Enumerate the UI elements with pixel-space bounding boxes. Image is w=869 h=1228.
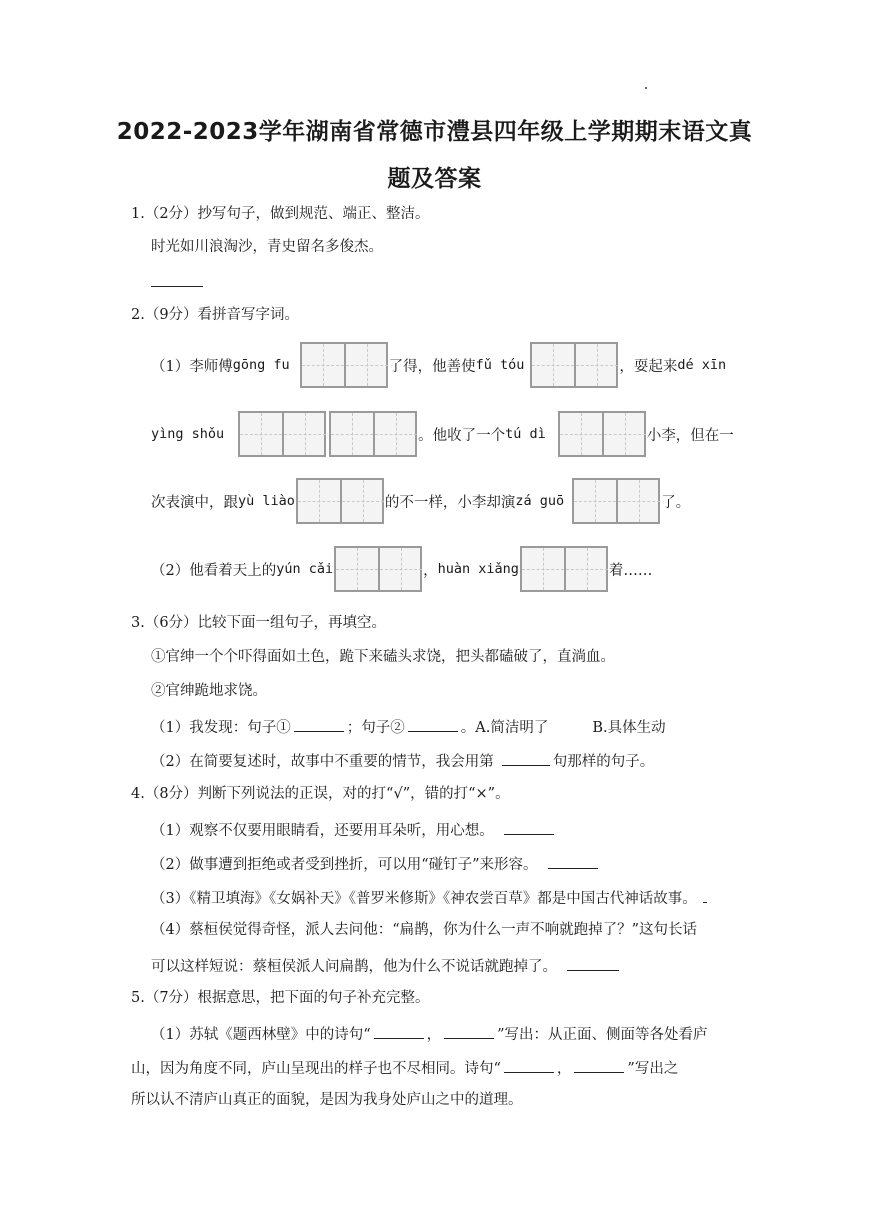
- q2-text: 的不一样，小李却演: [384, 494, 516, 511]
- question-2-line-4: [151, 546, 652, 592]
- q2-text: （2）他看着天上的: [151, 562, 277, 579]
- q3-text: B.具体生动: [592, 720, 666, 736]
- q5-blank-4[interactable]: [574, 1056, 624, 1073]
- pinyin-huan-xiang: huàn xiǎng: [437, 561, 519, 577]
- writing-grid-ying-shou-1[interactable]: [238, 411, 326, 457]
- q4-blank-1[interactable]: [504, 818, 554, 835]
- q2-text: （1）李师傅: [151, 358, 233, 375]
- question-3-part-2: [151, 749, 654, 772]
- writing-grid-yun-cai[interactable]: [334, 546, 422, 592]
- q5-text: ，: [426, 1027, 442, 1043]
- q3-blank-1[interactable]: [294, 715, 344, 732]
- question-4-item-4-line-1: （4）蔡桓侯觉得奇怪，派人去问他：“扁鹊，你为什么一声不响就跑掉了？”这句长话: [151, 922, 698, 938]
- q2-text: ，耍起来: [619, 358, 678, 375]
- question-4-heading: 4.（8分）判断下列说法的正误，对的打“√”，错的打“×”。: [131, 786, 510, 802]
- q4-text: （3）《精卫填海》《女娲补天》《普罗米修斯》《神农尝百草》都是中国古代神话故事。: [151, 891, 697, 907]
- question-2-line-1: [151, 342, 726, 388]
- q3-text: 。A.简洁明了: [460, 720, 549, 736]
- q2-text: 着……: [608, 562, 653, 579]
- question-3-sentence-1: ①官绅一个个吓得面如土色，跪下来磕头求饶，把头都磕破了，直淌血。: [151, 649, 615, 665]
- question-5-line-3: 所以认不清庐山真正的面貌，是因为我身处庐山之中的道理。: [131, 1092, 523, 1108]
- writing-grid-fu-tou[interactable]: [530, 342, 618, 388]
- q4-blank-3[interactable]: [703, 886, 707, 903]
- pinyin-tu-di: tú dì: [505, 426, 546, 442]
- question-1-heading: 1.（2分）抄写句子，做到规范、端正、整洁。: [131, 206, 430, 222]
- q4-text: 可以这样短说：蔡桓侯派人问扁鹊，他为什么不说话就跑掉了。: [151, 959, 557, 975]
- question-5-line-2: [131, 1056, 678, 1079]
- q5-blank-1[interactable]: [374, 1022, 424, 1039]
- writing-grid-ying-shou-2[interactable]: [329, 411, 417, 457]
- q5-blank-2[interactable]: [444, 1022, 494, 1039]
- q2-text: 次表演中，跟: [151, 494, 238, 511]
- q4-text: （1）观察不仅要用眼睛看，还要用耳朵听，用心想。: [151, 823, 494, 839]
- writing-grid-yu-liao[interactable]: [296, 478, 384, 524]
- q3-text: ；句子②: [346, 720, 405, 736]
- document-title-line-2: 题及答案: [387, 166, 482, 192]
- q2-text: 。他收了一个: [418, 427, 506, 444]
- q5-text: ”写出之: [627, 1061, 679, 1077]
- q2-text: 了。: [661, 494, 691, 511]
- question-2-line-2: [151, 411, 734, 457]
- question-3-part-1: [151, 715, 666, 738]
- q3-text: （2）在简要复述时，故事中不重要的情节，我会用第: [151, 754, 494, 770]
- pinyin-za-guo: zá guō: [515, 493, 565, 509]
- pinyin-fu-tou: fǔ tóu: [475, 357, 525, 373]
- q3-text: 句那样的句子。: [552, 754, 655, 770]
- question-3-sentence-2: ②官绅跪地求饶。: [151, 683, 267, 699]
- question-5-line-1: [151, 1022, 708, 1045]
- question-2-line-3: [151, 478, 690, 524]
- question-5-heading: 5.（7分）根据意思，把下面的句子补充完整。: [131, 990, 430, 1006]
- writing-grid-za-guo[interactable]: [572, 478, 660, 524]
- question-4-item-4-line-2: [151, 954, 622, 977]
- question-2-heading: 2.（9分）看拼音写字词。: [131, 307, 300, 323]
- q2-text: ，: [423, 562, 438, 579]
- q5-blank-3[interactable]: [504, 1056, 554, 1073]
- q5-text: ”写出：从正面、侧面等各处看庐: [497, 1027, 708, 1043]
- pinyin-ying-shou: yìng shǒu: [151, 426, 225, 442]
- question-1-sentence: 时光如川浪淘沙，青史留名多俊杰。: [151, 239, 383, 255]
- question-4-item-1: [151, 818, 557, 841]
- writing-grid-tu-di[interactable]: [558, 411, 646, 457]
- q5-text: （1）苏轼《题西林壁》中的诗句“: [151, 1027, 371, 1043]
- q4-text: （2）做事遭到拒绝或者受到挫折，可以用“碰钉子”来形容。: [151, 857, 538, 873]
- scan-dot: [645, 87, 647, 89]
- q4-blank-2[interactable]: [548, 852, 598, 869]
- question-4-item-3: [151, 886, 710, 909]
- q5-text: ，: [556, 1061, 572, 1077]
- q2-text: 小李，但在一: [646, 427, 734, 444]
- q3-blank-2[interactable]: [408, 715, 458, 732]
- question-4-item-2: [151, 852, 601, 875]
- document-title-line-1: 2022-2023学年湖南省常德市澧县四年级上学期期末语文真: [116, 119, 753, 145]
- pinyin-yun-cai: yún cǎi: [276, 561, 334, 577]
- q4-blank-4[interactable]: [567, 954, 619, 971]
- question-3-heading: 3.（6分）比较下面一组句子，再填空。: [131, 615, 387, 631]
- q2-text: 了得，他善使: [388, 358, 476, 375]
- writing-grid-huan-xiang[interactable]: [520, 546, 608, 592]
- q3-text: （1）我发现：句子①: [151, 720, 291, 736]
- pinyin-gong-fu: gōng fu: [232, 357, 290, 373]
- q3-blank-3[interactable]: [502, 749, 550, 766]
- writing-grid-gong-fu[interactable]: [300, 342, 388, 388]
- pinyin-yu-liao: yù liào: [238, 493, 295, 509]
- q5-text: 山，因为角度不同，庐山呈现出的样子也不尽相同。诗句“: [131, 1061, 501, 1077]
- question-1-answer-blank[interactable]: [151, 270, 203, 293]
- pinyin-de-xin: dé xīn: [677, 357, 727, 373]
